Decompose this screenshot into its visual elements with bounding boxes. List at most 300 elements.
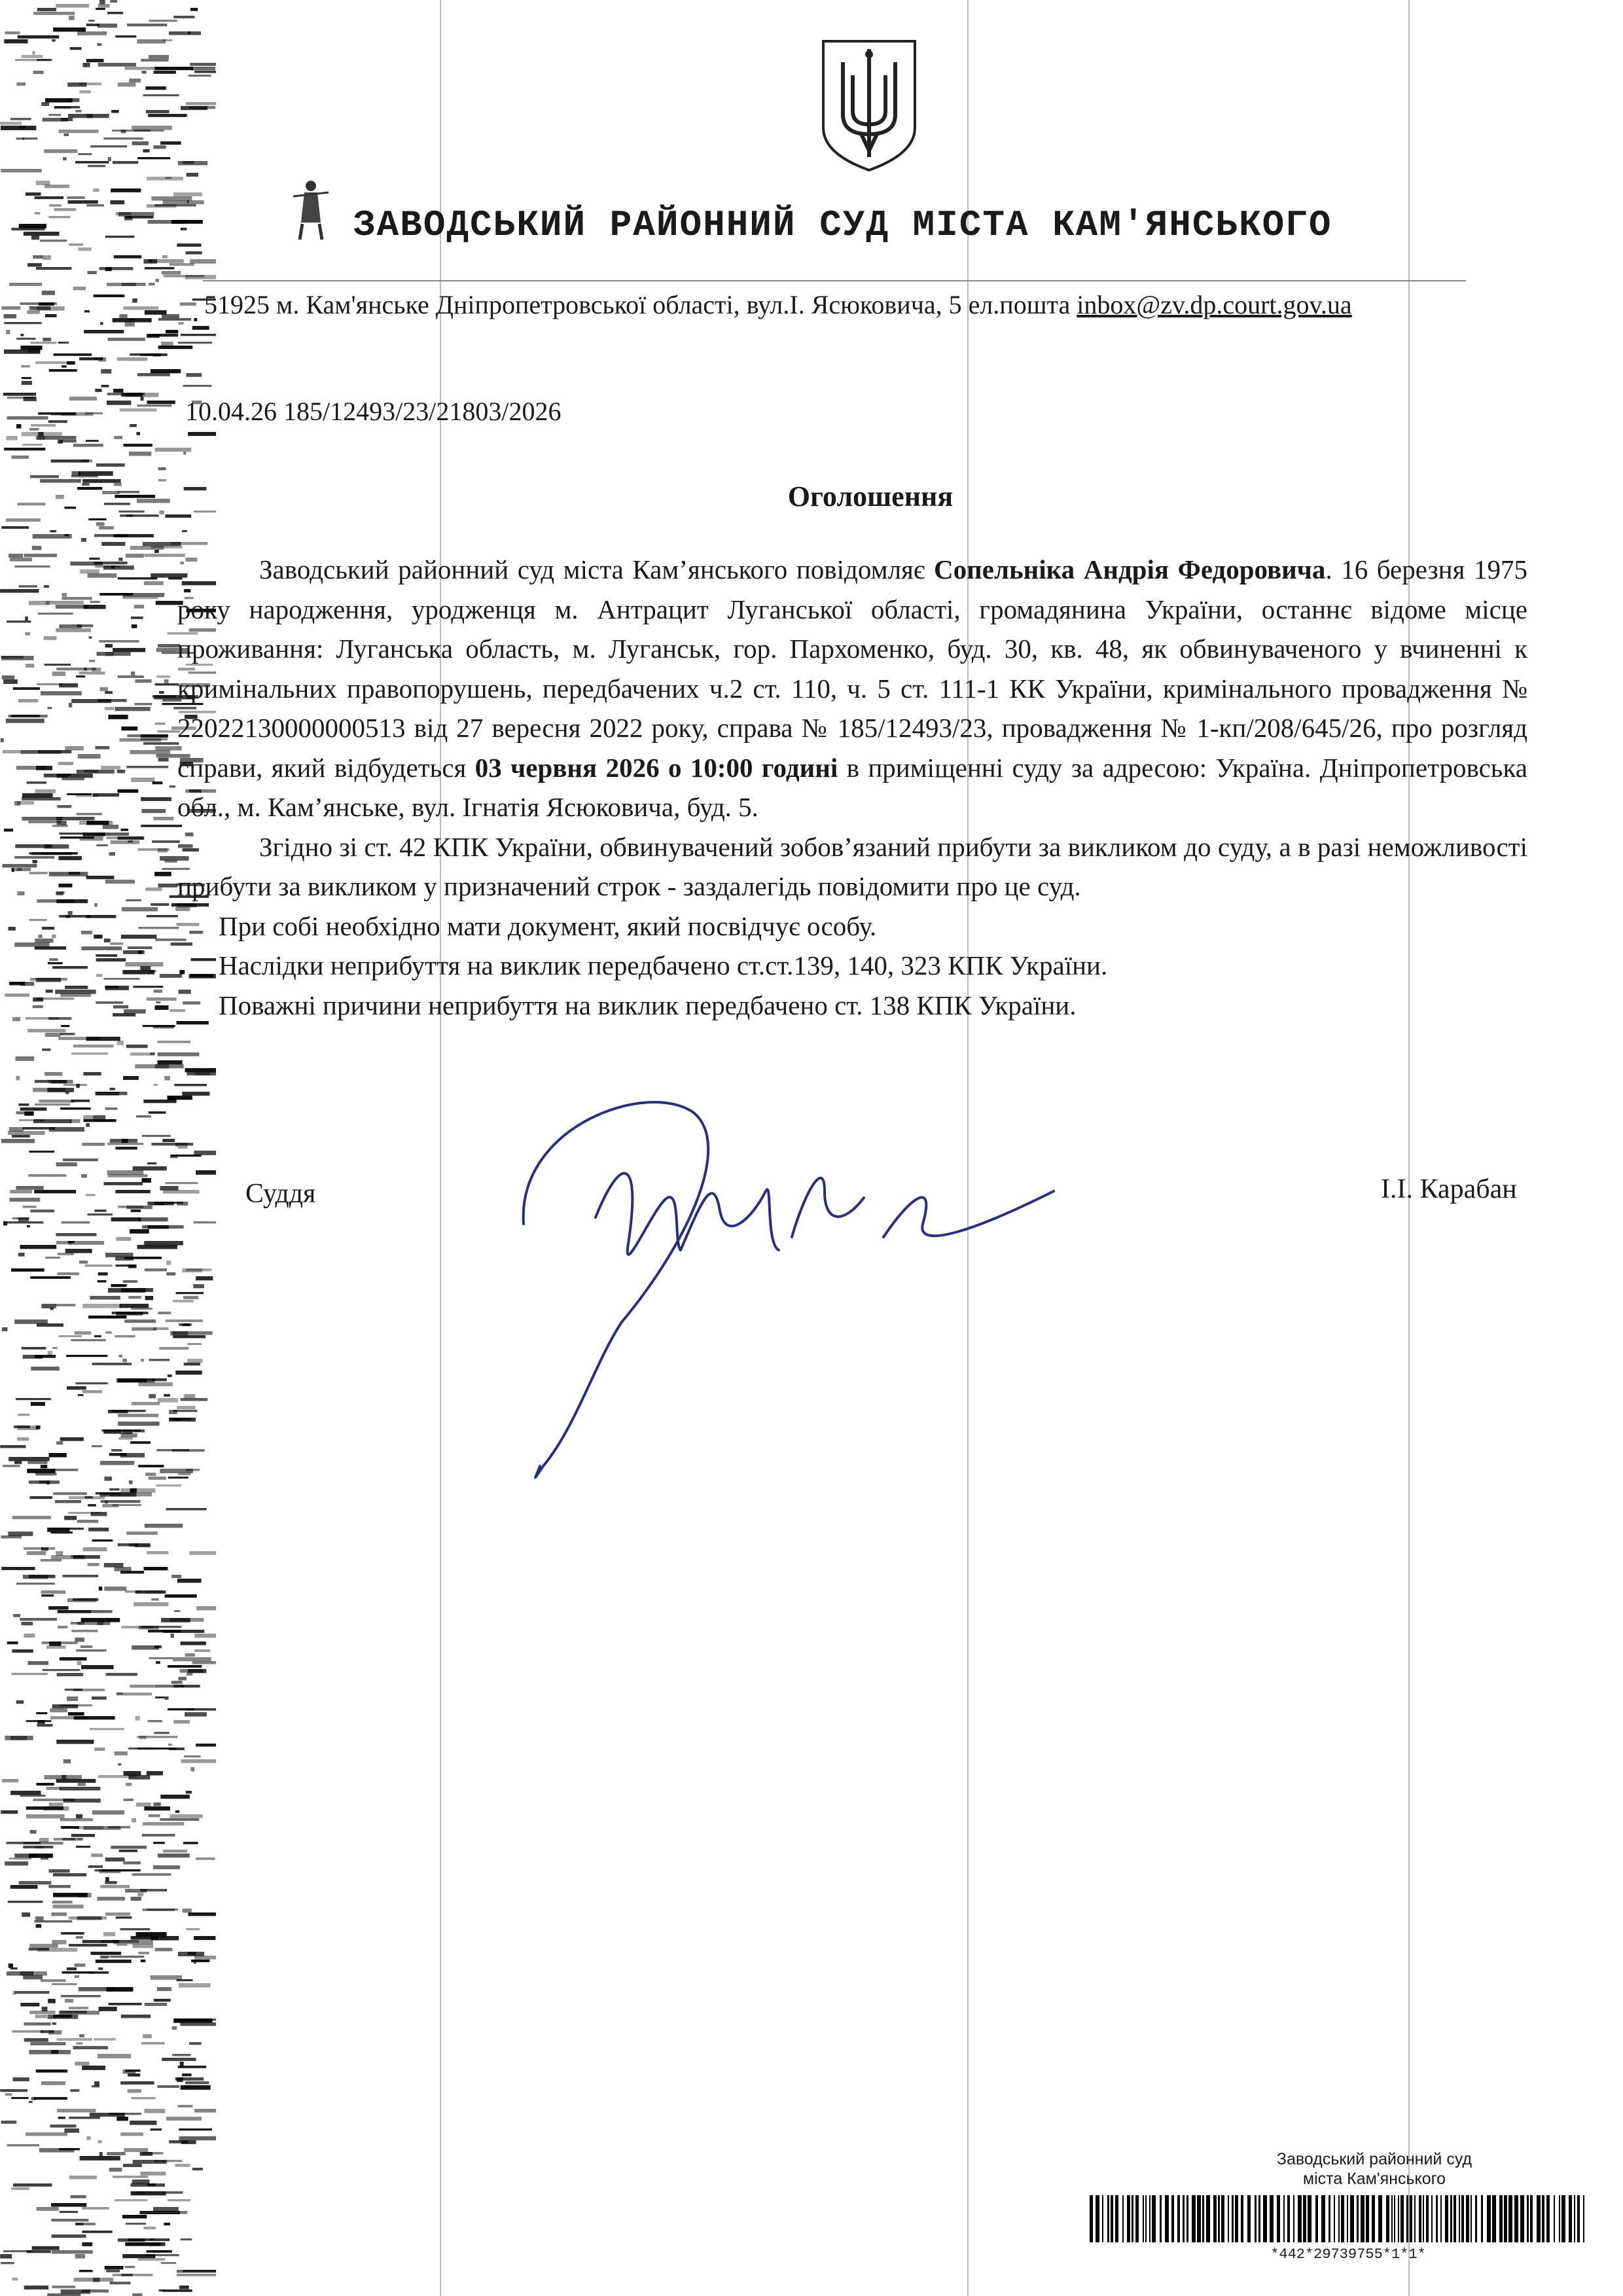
scan-noise-bar — [105, 1881, 116, 1884]
scan-noise-bar — [19, 224, 46, 228]
scan-noise-bar — [68, 1512, 100, 1514]
scan-noise-bar — [196, 1170, 216, 1175]
scan-noise-bar — [71, 2195, 86, 2198]
scan-noise-bar — [84, 310, 90, 312]
scan-noise-bar — [75, 2062, 89, 2066]
scan-noise-bar — [145, 1296, 154, 1300]
scan-noise-bar — [68, 1241, 75, 1243]
scan-noise-bar — [105, 691, 113, 694]
scan-noise-bar — [36, 2070, 67, 2073]
scan-noise-bar — [1, 2262, 14, 2264]
scan-noise-bar — [28, 1174, 66, 1177]
scan-noise-bar — [43, 1669, 80, 1671]
scan-noise-bar — [22, 432, 62, 436]
scan-noise-bar — [117, 789, 138, 793]
scan-noise-bar — [9, 1857, 31, 1859]
scan-noise-bar — [5, 1861, 28, 1865]
scan-noise-bar — [45, 1257, 60, 1259]
scan-noise-bar — [178, 1677, 186, 1680]
scan-noise-bar — [158, 1312, 171, 1314]
scan-noise-bar — [134, 1602, 168, 1606]
scan-noise-bar — [153, 1865, 180, 1869]
scan-noise-bar — [63, 1158, 98, 1161]
scan-noise-bar — [130, 546, 164, 550]
scan-noise-bar — [121, 2274, 132, 2276]
scan-noise-bar — [57, 2109, 96, 2112]
scan-noise-bar — [164, 275, 204, 278]
scan-noise-bar — [168, 1096, 175, 1100]
scan-noise-bar — [117, 770, 125, 773]
scan-noise-bar — [130, 424, 137, 427]
scan-noise-bar — [12, 1673, 48, 1675]
scan-noise-bar — [178, 2066, 206, 2068]
scan-noise-bar — [96, 958, 126, 961]
scan-noise-bar — [132, 1818, 136, 1822]
scan-noise-bar — [156, 1001, 160, 1003]
scan-noise-bar — [137, 404, 171, 406]
scan-noise-bar — [120, 738, 162, 742]
scan-noise-bar — [126, 1206, 152, 1209]
scan-noise-bar — [35, 196, 63, 199]
scan-noise-bar — [125, 962, 163, 967]
scan-noise-bar — [107, 1956, 109, 1958]
scan-noise-bar — [154, 2160, 182, 2162]
scan-noise-bar — [165, 514, 191, 518]
scan-noise-bar — [36, 1426, 41, 1429]
scan-noise-bar — [56, 817, 95, 820]
scan-noise-bar — [162, 255, 168, 259]
scan-noise-bar — [129, 1480, 132, 1484]
scan-noise-bar — [177, 2274, 216, 2276]
scan-noise-bar — [45, 98, 73, 103]
scan-noise-bar — [169, 1418, 196, 1422]
scan-noise-bar — [122, 2215, 147, 2218]
scan-noise-bar — [179, 1983, 211, 1988]
scan-noise-bar — [36, 1924, 41, 1928]
scan-noise-bar — [76, 675, 85, 677]
scan-noise-bar — [158, 346, 193, 349]
scan-noise-bar — [149, 1814, 160, 1817]
scan-noise-bar — [52, 935, 56, 938]
scan-noise-bar — [86, 1123, 90, 1127]
scan-noise-bar — [62, 365, 67, 368]
scan-noise-bar — [124, 306, 159, 310]
scan-noise-bar — [101, 385, 109, 387]
scan-noise-bar — [158, 1398, 178, 1403]
scan-noise-bar — [145, 2003, 167, 2006]
scan-noise-bar — [6, 330, 10, 334]
barcode-bar — [1232, 2195, 1234, 2242]
scan-noise-bar — [171, 220, 203, 224]
scan-noise-bar — [130, 1441, 151, 1444]
scan-noise-bar — [121, 1433, 137, 1437]
scan-noise-bar — [116, 1916, 132, 1918]
scan-noise-bar — [46, 1480, 50, 1484]
scan-noise-bar — [90, 1610, 112, 1613]
scan-noise-bar — [50, 2125, 76, 2128]
scan-noise-bar — [166, 2117, 202, 2121]
scan-noise-bar — [9, 1457, 50, 1461]
scan-noise-bar — [54, 353, 92, 356]
scan-noise-bar — [137, 373, 170, 376]
scan-noise-bar — [153, 2207, 179, 2212]
scan-noise-bar — [90, 145, 127, 147]
scan-noise-bar — [147, 915, 178, 918]
scan-noise-bar — [30, 1830, 37, 1834]
scan-noise-bar — [4, 448, 45, 450]
scan-noise-bar — [69, 397, 97, 401]
scan-noise-bar — [71, 1834, 95, 1837]
scan-noise-bar — [131, 2191, 166, 2195]
scan-noise-bar — [44, 774, 69, 778]
scan-noise-bar — [50, 1308, 54, 1310]
scan-noise-bar — [23, 1206, 37, 1208]
scan-noise-bar — [96, 463, 125, 467]
barcode-bar — [1391, 2195, 1393, 2242]
scan-noise-bar — [8, 1131, 45, 1135]
scan-noise-bar — [73, 1598, 98, 1601]
scan-noise-bar — [170, 1155, 177, 1158]
scan-noise-bar — [32, 51, 35, 54]
scan-noise-bar — [43, 255, 51, 260]
scan-noise-bar — [151, 196, 192, 201]
scan-noise-bar — [178, 2211, 187, 2214]
scan-noise-bar — [138, 927, 179, 929]
scan-noise-bar — [187, 373, 202, 377]
scan-noise-bar — [49, 958, 58, 961]
scan-noise-bar — [77, 770, 115, 774]
scan-noise-bar — [185, 1712, 207, 1717]
scan-noise-bar — [160, 141, 181, 145]
scan-noise-bar — [158, 318, 191, 321]
scan-noise-bar — [8, 927, 15, 931]
scan-noise-bar — [94, 295, 125, 297]
scan-noise-bar — [88, 518, 106, 520]
scan-noise-bar — [137, 1245, 177, 1249]
scan-noise-bar — [125, 2266, 135, 2268]
scan-noise-bar — [88, 1504, 96, 1507]
scan-noise-bar — [35, 1103, 70, 1105]
scan-noise-bar — [48, 1606, 69, 1609]
scan-noise-bar — [13, 2183, 52, 2187]
barcode-bar — [1298, 2195, 1302, 2242]
scan-noise-bar — [22, 1912, 30, 1917]
scan-noise-bar — [196, 1857, 215, 1860]
scan-noise-bar — [152, 1378, 167, 1381]
scan-noise-bar — [31, 424, 56, 427]
scan-noise-bar — [140, 966, 151, 970]
scan-noise-bar — [140, 2211, 180, 2214]
scan-noise-bar — [56, 1551, 63, 1556]
scan-noise-bar — [81, 931, 92, 935]
scan-noise-bar — [83, 1547, 107, 1551]
scan-noise-bar — [148, 1225, 169, 1229]
justice-figure-icon — [288, 177, 334, 242]
scan-noise-bar — [69, 16, 75, 20]
scan-noise-bar — [3, 750, 40, 753]
scan-noise-bar — [77, 1838, 82, 1840]
scan-noise-bar — [132, 298, 137, 303]
scan-noise-bar — [104, 1477, 112, 1480]
scan-noise-bar — [128, 946, 152, 949]
scan-noise-bar — [122, 970, 154, 975]
scan-noise-bar — [116, 1237, 131, 1241]
scan-noise-bar — [177, 1406, 195, 1409]
barcode-bar — [1258, 2195, 1260, 2242]
scan-noise-bar — [83, 833, 105, 836]
scan-noise-bar — [153, 817, 173, 820]
scan-noise-bar — [19, 585, 37, 588]
scan-noise-bar — [149, 1657, 173, 1659]
scan-noise-bar — [147, 997, 177, 1001]
scan-noise-bar — [36, 1783, 54, 1785]
scan-noise-bar — [2, 675, 14, 679]
scan-noise-bar — [132, 1402, 160, 1405]
scan-noise-bar — [52, 672, 65, 676]
scan-noise-bar — [35, 1916, 44, 1920]
scan-noise-bar — [65, 1092, 69, 1094]
scan-noise-bar — [129, 452, 151, 456]
scan-noise-bar — [120, 1928, 151, 1930]
scan-noise-bar — [113, 2176, 148, 2178]
scan-noise-bar — [148, 1720, 162, 1722]
scan-noise-bar — [107, 283, 136, 286]
scan-noise-bar — [97, 43, 101, 46]
scan-noise-bar — [144, 1806, 170, 1810]
scan-noise-bar — [158, 467, 166, 470]
scan-noise-bar — [37, 1720, 45, 1724]
document-reference: 10.04.26 185/12493/23/21803/2026 — [185, 397, 562, 426]
scan-noise-bar — [12, 1017, 20, 1021]
scan-fold-line — [440, 0, 441, 2296]
barcode-bar — [1218, 2195, 1220, 2242]
scan-noise-bar — [85, 1265, 113, 1266]
scan-noise-bar — [187, 1359, 202, 1363]
barcode-bar — [1454, 2195, 1456, 2242]
barcode-bar — [1160, 2195, 1162, 2242]
scan-noise-bar — [57, 1272, 79, 1275]
barcode-bar — [1308, 2195, 1311, 2242]
scan-noise-bar — [118, 212, 154, 217]
scan-noise-bar — [124, 1009, 146, 1014]
scan-noise-bar — [187, 1673, 192, 1676]
scan-noise-bar — [155, 448, 192, 452]
scan-noise-bar — [76, 1936, 83, 1939]
scan-noise-bar — [81, 538, 86, 542]
scan-noise-bar — [51, 2219, 88, 2221]
scan-noise-bar — [190, 63, 216, 66]
scan-noise-bar — [67, 196, 84, 199]
scan-noise-bar — [126, 2223, 146, 2225]
scan-noise-bar — [49, 1453, 67, 1458]
scan-noise-bar — [88, 573, 117, 578]
scan-noise-bar — [62, 1575, 98, 1577]
barcode-bar — [1213, 2195, 1217, 2242]
scan-noise-bar — [115, 707, 150, 711]
scan-noise-bar — [1, 2121, 17, 2124]
scan-noise-bar — [14, 942, 49, 947]
scan-noise-bar — [158, 884, 177, 888]
scan-noise-bar — [17, 1437, 29, 1441]
scan-noise-bar — [2, 1779, 18, 1782]
scan-noise-bar — [136, 1932, 167, 1937]
scan-noise-bar — [26, 664, 34, 668]
scan-noise-bar — [82, 2207, 109, 2210]
barcode-bar — [1475, 2195, 1477, 2242]
scan-noise-bar — [70, 2089, 79, 2092]
scan-noise-bar — [77, 813, 102, 815]
scan-noise-bar — [130, 750, 170, 754]
scan-noise-bar — [36, 1712, 47, 1714]
scan-noise-bar — [69, 872, 80, 874]
scan-noise-bar — [145, 1524, 183, 1528]
scan-noise-bar — [169, 2140, 188, 2144]
scan-noise-bar — [27, 1469, 55, 1473]
scan-noise-bar — [99, 2152, 103, 2156]
scan-noise-bar — [29, 1948, 49, 1950]
scan-noise-bar — [132, 2179, 150, 2184]
barcode-bar — [1107, 2195, 1109, 2242]
scan-noise-bar — [155, 683, 179, 685]
scan-noise-bar — [37, 683, 63, 685]
scan-noise-bar — [92, 1810, 124, 1814]
barcode-bar — [1361, 2195, 1364, 2242]
scan-noise-bar — [33, 860, 37, 863]
scan-noise-bar — [175, 1143, 188, 1147]
scan-noise-bar — [41, 102, 49, 106]
scan-noise-bar — [181, 228, 187, 230]
scan-noise-bar — [18, 1103, 29, 1106]
barcode-bar — [1554, 2195, 1555, 2242]
scan-noise-bar — [42, 927, 54, 929]
scan-noise-bar — [14, 565, 50, 567]
scan-noise-bar — [15, 1991, 50, 1994]
court-address — [204, 289, 1352, 320]
barcode-bar — [1165, 2195, 1169, 2242]
scan-noise-bar — [15, 1056, 34, 1061]
scan-noise-bar — [80, 569, 99, 574]
scan-noise-bar — [22, 377, 31, 379]
scan-noise-bar — [173, 192, 202, 196]
scan-noise-bar — [9, 715, 48, 717]
barcode-bar — [1537, 2195, 1541, 2242]
scan-noise-bar — [71, 475, 98, 477]
scan-noise-bar — [182, 1268, 202, 1272]
scan-noise-bar — [186, 102, 216, 105]
hearing-datetime: 03 червня 2026 о 10:00 годині — [474, 752, 838, 783]
scan-noise-bar — [118, 1355, 122, 1357]
scan-noise-bar — [57, 1673, 83, 1676]
scan-noise-bar — [98, 1967, 103, 1970]
barcode-bar — [1186, 2195, 1188, 2242]
email-link[interactable]: inbox@zv.dp.court.gov.ua — [1077, 290, 1352, 319]
scan-noise-bar — [35, 939, 53, 942]
scan-noise-bar — [166, 1261, 171, 1265]
scan-noise-bar — [145, 310, 167, 315]
scan-noise-bar — [131, 778, 154, 782]
scan-noise-bar — [11, 2187, 29, 2190]
scan-noise-bar — [126, 899, 141, 901]
scan-noise-bar — [194, 1634, 216, 1638]
scan-noise-bar — [107, 401, 131, 405]
scan-noise-bar — [124, 2148, 148, 2152]
scan-noise-bar — [41, 1465, 47, 1468]
scan-noise-bar — [98, 2054, 131, 2058]
scan-noise-bar — [27, 1225, 30, 1227]
scan-noise-bar — [145, 1473, 156, 1476]
scan-noise-bar — [33, 997, 43, 1001]
scan-noise-bar — [49, 1869, 70, 1873]
scan-noise-bar — [69, 1944, 107, 1946]
scan-noise-bar — [105, 1331, 112, 1334]
scan-noise-bar — [145, 267, 174, 270]
scan-noise-bar — [17, 82, 26, 86]
scan-noise-bar — [73, 287, 86, 290]
scan-noise-bar — [22, 137, 38, 139]
scan-noise-bar — [50, 1532, 73, 1534]
scan-noise-bar — [90, 601, 100, 603]
scan-noise-bar — [92, 668, 101, 672]
scan-noise-bar — [50, 530, 56, 532]
scan-noise-bar — [60, 1818, 93, 1821]
scan-noise-bar — [122, 1429, 133, 1434]
scan-noise-bar — [105, 1912, 130, 1916]
scan-noise-bar — [146, 110, 169, 113]
registration-stamp — [1178, 2149, 1571, 2189]
scan-noise-bar — [166, 1319, 203, 1322]
scan-noise-bar — [58, 1253, 74, 1255]
scan-noise-bar — [16, 1186, 43, 1190]
scan-noise-bar — [108, 715, 128, 719]
scan-noise-bar — [16, 766, 47, 770]
scan-noise-bar — [179, 2286, 189, 2289]
scan-noise-bar — [135, 1543, 151, 1547]
scan-noise-bar — [181, 2085, 211, 2090]
scan-noise-bar — [118, 1378, 147, 1382]
scan-noise-bar — [125, 1590, 141, 1592]
scan-noise-bar — [160, 1818, 199, 1821]
scan-noise-bar — [10, 118, 31, 120]
scan-noise-bar — [105, 1500, 108, 1504]
scan-noise-bar — [51, 1912, 67, 1916]
scan-noise-bar — [121, 935, 157, 939]
barcode-bar — [1192, 2195, 1196, 2242]
scan-noise-bar — [152, 840, 180, 843]
scan-noise-bar — [29, 1944, 58, 1948]
barcode-bar — [1372, 2195, 1375, 2242]
scan-noise-bar — [156, 675, 170, 678]
barcode-bar — [1445, 2195, 1448, 2242]
scan-noise-bar — [29, 2101, 33, 2103]
scan-noise-bar — [48, 1351, 52, 1355]
scan-noise-bar — [128, 2073, 140, 2077]
scan-noise-bar — [77, 1520, 98, 1523]
scan-noise-bar — [65, 1999, 73, 2003]
scan-noise-bar — [105, 1253, 133, 1257]
barcode-bar — [1145, 2195, 1147, 2242]
barcode-bar — [1414, 2195, 1416, 2242]
scan-noise-bar — [111, 188, 141, 192]
scan-noise-bar — [175, 1810, 179, 1813]
scan-noise-bar — [113, 161, 138, 164]
scan-noise-bar — [95, 1092, 119, 1096]
barcode-bar — [1406, 2195, 1408, 2242]
scan-noise-bar — [138, 1382, 173, 1386]
scan-noise-bar — [54, 106, 80, 109]
scan-noise-bar — [173, 1300, 194, 1302]
scan-noise-bar — [99, 687, 108, 691]
scan-noise-bar — [7, 2144, 39, 2146]
